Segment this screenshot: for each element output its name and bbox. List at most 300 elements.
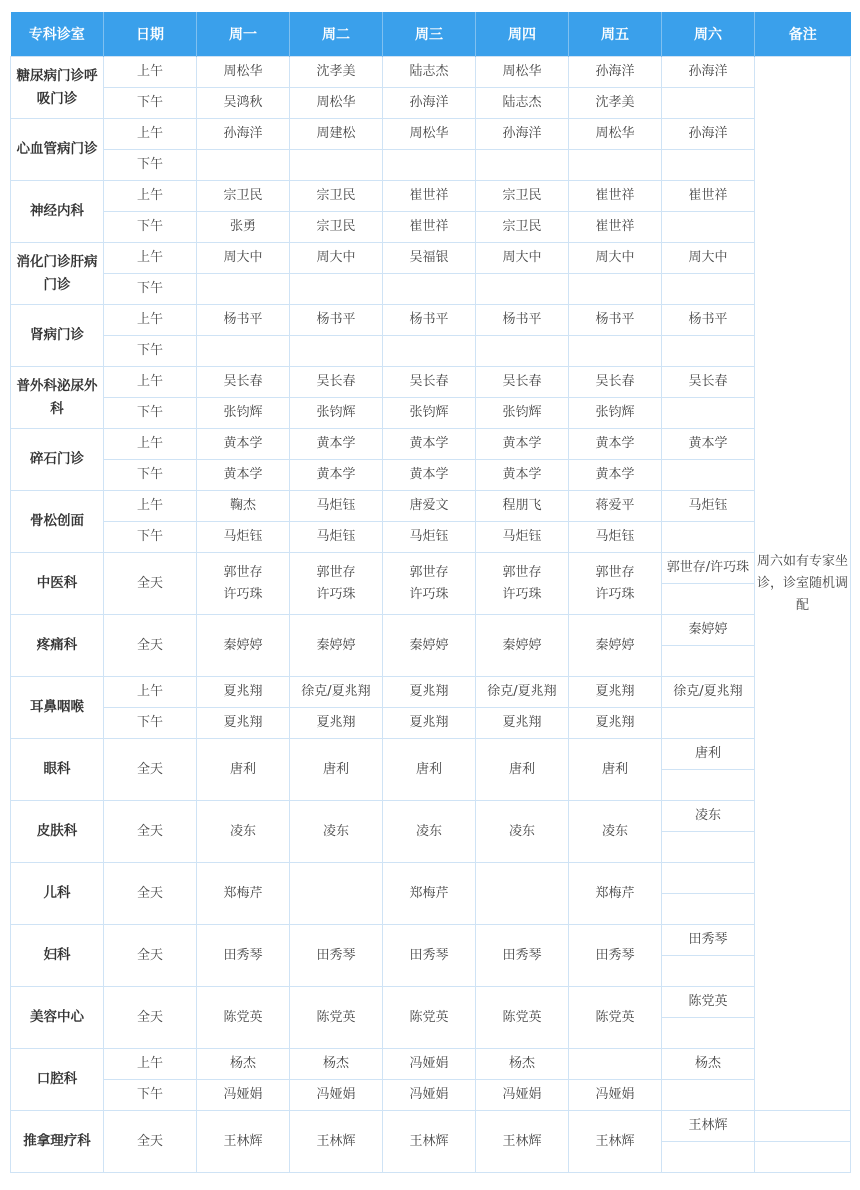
table-row	[11, 491, 851, 522]
cell-tue	[290, 925, 383, 987]
doctor-name: 黄本学	[502, 467, 542, 482]
cell-fri	[569, 398, 662, 429]
cell-fri	[569, 708, 662, 739]
doctor-name: 周松华	[316, 95, 356, 110]
cell-wed	[383, 88, 476, 119]
dept-name: 眼科	[11, 739, 104, 801]
period-label: 上午	[104, 429, 197, 460]
cell-thu	[476, 708, 569, 739]
cell-tue	[290, 739, 383, 801]
period-label: 上午	[104, 1049, 197, 1080]
cell-thu	[476, 553, 569, 615]
table-row	[11, 336, 851, 367]
period-label: 下午	[104, 212, 197, 243]
cell-fri	[569, 367, 662, 398]
doctor-name: 吴鸿秋	[223, 95, 263, 110]
period-label: 全天	[104, 863, 197, 925]
table-row	[11, 429, 851, 460]
cell-wed	[383, 553, 476, 615]
cell-tue	[290, 522, 383, 553]
doctor-name: 周建松	[316, 126, 356, 141]
doctor-name: 吴长春	[316, 374, 356, 389]
doctor-name: 黄本学	[595, 467, 635, 482]
doctor-name: 王林辉	[502, 1133, 542, 1149]
cell-wed	[383, 243, 476, 274]
doctor-name: 徐克/夏兆翔	[487, 684, 557, 699]
doctor-name: 王林辉	[409, 1133, 449, 1149]
cell-thu	[476, 429, 569, 460]
cell-thu	[476, 212, 569, 243]
header-fri: 周五	[569, 12, 662, 57]
cell-thu	[476, 57, 569, 88]
cell-wed	[383, 181, 476, 212]
cell-fri	[569, 925, 662, 987]
cell-sat: 郭世存/许巧珠	[662, 553, 755, 584]
cell-mon	[197, 460, 290, 491]
table-row	[11, 739, 851, 770]
doctor-name: 马炬钰	[316, 498, 356, 513]
doctor-name: 田秀琴	[409, 947, 449, 963]
cell-sat	[662, 150, 755, 181]
cell-thu	[476, 491, 569, 522]
doctor-name: 冯娅娟	[502, 1087, 542, 1102]
doctor-name: 陆志杰	[502, 95, 542, 110]
period-label: 下午	[104, 522, 197, 553]
doctor-name: 马炬钰	[223, 529, 263, 544]
doctor-name: 夏兆翔	[316, 715, 356, 730]
doctor-name: 宗卫民	[223, 188, 263, 203]
dept-name: 骨松创面	[11, 491, 104, 553]
period-label: 上午	[104, 305, 197, 336]
doctor-name: 周松华	[409, 126, 449, 141]
period-label: 上午	[104, 677, 197, 708]
cell-mon	[197, 1111, 290, 1173]
period-label: 全天	[104, 925, 197, 987]
period-label: 下午	[104, 398, 197, 429]
doctor-name: 崔世祥	[595, 219, 635, 234]
period-label: 下午	[104, 708, 197, 739]
cell-thu	[476, 522, 569, 553]
cell-sat	[662, 584, 755, 615]
doctor-name: 崔世祥	[409, 188, 449, 203]
cell-tue	[290, 1080, 383, 1111]
table-row	[11, 677, 851, 708]
doctor-name: 夏兆翔	[223, 684, 263, 699]
table-row	[11, 522, 851, 553]
doctor-name: 夏兆翔	[409, 684, 449, 699]
cell-mon	[197, 1080, 290, 1111]
doctor-name: 冯娅娟	[223, 1087, 263, 1102]
cell-sat	[662, 1080, 755, 1111]
cell-sat	[662, 522, 755, 553]
doctor-name: 张钧辉	[316, 405, 356, 420]
cell-thu	[476, 863, 569, 925]
cell-tue	[290, 88, 383, 119]
cell-tue	[290, 212, 383, 243]
doctor-name: 杨杰	[508, 1056, 535, 1071]
cell-mon	[197, 801, 290, 863]
cell-mon	[197, 987, 290, 1049]
doctor-name: 吴长春	[502, 374, 542, 389]
table-row	[11, 553, 851, 584]
cell-mon	[197, 615, 290, 677]
doctor-name: 黄本学	[223, 467, 263, 482]
doctor-name: 田秀琴	[316, 947, 356, 963]
cell-wed	[383, 119, 476, 150]
cell-sat: 杨书平	[662, 305, 755, 336]
cell-mon	[197, 739, 290, 801]
header-thu: 周四	[476, 12, 569, 57]
cell-mon	[197, 491, 290, 522]
period-label: 上午	[104, 367, 197, 398]
doctor-name: 宗卫民	[316, 188, 356, 203]
cell-tue	[290, 801, 383, 863]
cell-mon	[197, 336, 290, 367]
doctor-name: 黄本学	[223, 436, 263, 451]
doctor-name: 鞠杰	[229, 498, 256, 513]
cell-thu	[476, 274, 569, 305]
cell-mon	[197, 677, 290, 708]
cell-sat: 孙海洋	[662, 57, 755, 88]
cell-mon	[197, 88, 290, 119]
cell-wed	[383, 739, 476, 801]
cell-fri	[569, 1080, 662, 1111]
doctor-name: 周松华	[595, 126, 635, 141]
cell-fri	[569, 305, 662, 336]
doctor-name: 徐克/夏兆翔	[301, 684, 371, 699]
doctor-name: 秦婷婷	[223, 637, 263, 653]
doctor-name: 杨书平	[409, 312, 449, 327]
cell-tue	[290, 1049, 383, 1080]
doctor-name: 杨书平	[502, 312, 542, 327]
schedule-table	[10, 12, 851, 1173]
cell-sat	[662, 460, 755, 491]
period-label: 下午	[104, 150, 197, 181]
cell-sat: 杨杰	[662, 1049, 755, 1080]
doctor-name: 冯娅娟	[409, 1056, 449, 1071]
cell-fri	[569, 57, 662, 88]
doctor-name: 马炬钰	[409, 529, 449, 544]
cell-thu	[476, 1049, 569, 1080]
doctor-name: 马炬钰	[316, 529, 356, 544]
doctor-name: 凌东	[508, 823, 535, 839]
cell-fri	[569, 1111, 662, 1173]
cell-wed	[383, 429, 476, 460]
cell-sat	[662, 646, 755, 677]
doctor-name: 黄本学	[316, 467, 356, 482]
doctor-name: 田秀琴	[223, 947, 263, 963]
cell-sat: 陈党英	[662, 987, 755, 1018]
cell-tue	[290, 398, 383, 429]
cell-mon	[197, 150, 290, 181]
doctor-name: 郭世存 许巧珠	[595, 564, 635, 602]
cell-wed	[383, 863, 476, 925]
doctor-name: 唐利	[229, 761, 256, 777]
cell-sat	[662, 274, 755, 305]
table-row	[11, 801, 851, 832]
cell-mon	[197, 429, 290, 460]
cell-mon	[197, 553, 290, 615]
table-row	[11, 987, 851, 1018]
doctor-name: 马炬钰	[595, 529, 635, 544]
cell-wed	[383, 677, 476, 708]
header-tue: 周二	[290, 12, 383, 57]
table-row	[11, 243, 851, 274]
cell-thu	[476, 305, 569, 336]
cell-fri	[569, 987, 662, 1049]
period-label: 全天	[104, 987, 197, 1049]
period-label: 全天	[104, 553, 197, 615]
cell-wed	[383, 460, 476, 491]
cell-tue	[290, 305, 383, 336]
table-row	[11, 88, 851, 119]
doctor-name: 宗卫民	[316, 219, 356, 234]
doctor-name: 田秀琴	[502, 947, 542, 963]
table-row	[11, 57, 851, 88]
doctor-name: 陆志杰	[409, 64, 449, 79]
period-label: 全天	[104, 1111, 197, 1173]
cell-tue	[290, 708, 383, 739]
cell-sat: 唐利	[662, 739, 755, 770]
doctor-name: 郑梅芹	[595, 885, 635, 901]
doctor-name: 沈孝美	[316, 64, 356, 79]
doctor-name: 黄本学	[409, 436, 449, 451]
cell-sat	[662, 1142, 755, 1173]
doctor-name: 陈党英	[502, 1009, 542, 1025]
cell-sat: 秦婷婷	[662, 615, 755, 646]
cell-mon	[197, 398, 290, 429]
doctor-name: 秦婷婷	[502, 637, 542, 653]
cell-wed	[383, 925, 476, 987]
table-row	[11, 460, 851, 491]
header-dept: 专科诊室	[11, 12, 104, 57]
doctor-name: 郑梅芹	[223, 885, 263, 901]
note-cell-empty	[755, 1111, 851, 1142]
table-row	[11, 119, 851, 150]
cell-tue	[290, 150, 383, 181]
dept-name: 疼痛科	[11, 615, 104, 677]
cell-tue	[290, 460, 383, 491]
doctor-name: 蒋爱平	[595, 498, 635, 513]
cell-mon	[197, 274, 290, 305]
cell-mon	[197, 863, 290, 925]
cell-fri	[569, 150, 662, 181]
doctor-name: 周大中	[223, 250, 263, 265]
cell-mon	[197, 1049, 290, 1080]
cell-sat: 王林辉	[662, 1111, 755, 1142]
cell-wed	[383, 305, 476, 336]
doctor-name: 冯娅娟	[595, 1087, 635, 1102]
dept-name: 皮肤科	[11, 801, 104, 863]
cell-tue	[290, 429, 383, 460]
header-row	[11, 12, 851, 57]
cell-mon	[197, 708, 290, 739]
cell-mon	[197, 57, 290, 88]
table-row	[11, 274, 851, 305]
cell-thu	[476, 398, 569, 429]
dept-name: 糖尿病门诊呼吸门诊	[11, 57, 104, 119]
doctor-name: 夏兆翔	[409, 715, 449, 730]
cell-mon	[197, 925, 290, 987]
table-row	[11, 1049, 851, 1080]
doctor-name: 宗卫民	[502, 219, 542, 234]
cell-wed	[383, 57, 476, 88]
doctor-name: 陈党英	[409, 1009, 449, 1025]
cell-tue	[290, 243, 383, 274]
cell-sat	[662, 1018, 755, 1049]
doctor-name: 郭世存 许巧珠	[409, 564, 449, 602]
cell-sat	[662, 708, 755, 739]
table-row	[11, 181, 851, 212]
period-label: 上午	[104, 491, 197, 522]
table-row	[11, 863, 851, 894]
period-label: 下午	[104, 336, 197, 367]
cell-wed	[383, 987, 476, 1049]
period-label: 下午	[104, 460, 197, 491]
doctor-name: 程朋飞	[502, 498, 542, 513]
cell-mon	[197, 305, 290, 336]
cell-wed	[383, 336, 476, 367]
cell-fri	[569, 491, 662, 522]
table-row	[11, 1111, 851, 1142]
doctor-name: 崔世祥	[409, 219, 449, 234]
cell-wed	[383, 1049, 476, 1080]
doctor-name: 唐利	[322, 761, 349, 777]
cell-fri	[569, 739, 662, 801]
cell-fri	[569, 801, 662, 863]
cell-wed	[383, 615, 476, 677]
cell-fri	[569, 429, 662, 460]
dept-name: 消化门诊肝病门诊	[11, 243, 104, 305]
cell-thu	[476, 119, 569, 150]
doctor-name: 凌东	[322, 823, 349, 839]
dept-name: 口腔科	[11, 1049, 104, 1111]
period-label: 上午	[104, 243, 197, 274]
table-row	[11, 150, 851, 181]
header-date: 日期	[104, 12, 197, 57]
doctor-name: 冯娅娟	[409, 1087, 449, 1102]
cell-tue	[290, 119, 383, 150]
header-wed: 周三	[383, 12, 476, 57]
doctor-name: 周大中	[316, 250, 356, 265]
doctor-name: 周松华	[223, 64, 263, 79]
doctor-name: 陈党英	[595, 1009, 635, 1025]
doctor-name: 马炬钰	[502, 529, 542, 544]
cell-tue	[290, 491, 383, 522]
doctor-name: 黄本学	[409, 467, 449, 482]
cell-wed	[383, 801, 476, 863]
table-row	[11, 305, 851, 336]
cell-tue	[290, 367, 383, 398]
cell-wed	[383, 522, 476, 553]
cell-wed	[383, 150, 476, 181]
doctor-name: 陈党英	[316, 1009, 356, 1025]
cell-thu	[476, 150, 569, 181]
cell-thu	[476, 181, 569, 212]
cell-wed	[383, 274, 476, 305]
dept-name: 推拿理疗科	[11, 1111, 104, 1173]
cell-wed	[383, 367, 476, 398]
doctor-name: 孙海洋	[223, 126, 263, 141]
cell-thu	[476, 88, 569, 119]
cell-sat: 崔世祥	[662, 181, 755, 212]
dept-name: 妇科	[11, 925, 104, 987]
cell-thu	[476, 987, 569, 1049]
doctor-name: 夏兆翔	[502, 715, 542, 730]
cell-fri	[569, 336, 662, 367]
cell-sat	[662, 894, 755, 925]
cell-wed	[383, 1080, 476, 1111]
dept-name: 肾病门诊	[11, 305, 104, 367]
cell-fri	[569, 274, 662, 305]
doctor-name: 郑梅芹	[409, 885, 449, 901]
cell-fri	[569, 119, 662, 150]
cell-fri	[569, 522, 662, 553]
period-label: 上午	[104, 181, 197, 212]
table-row	[11, 615, 851, 646]
period-label: 上午	[104, 57, 197, 88]
cell-sat: 吴长春	[662, 367, 755, 398]
doctor-name: 夏兆翔	[595, 684, 635, 699]
doctor-name: 吴长春	[595, 374, 635, 389]
cell-sat	[662, 956, 755, 987]
doctor-name: 杨书平	[316, 312, 356, 327]
dept-name: 神经内科	[11, 181, 104, 243]
cell-sat	[662, 88, 755, 119]
cell-sat	[662, 336, 755, 367]
period-label: 全天	[104, 801, 197, 863]
dept-name: 心血管病门诊	[11, 119, 104, 181]
doctor-name: 宗卫民	[502, 188, 542, 203]
cell-thu	[476, 677, 569, 708]
doctor-name: 周松华	[502, 64, 542, 79]
doctor-name: 唐利	[415, 761, 442, 777]
cell-fri	[569, 677, 662, 708]
cell-tue	[290, 615, 383, 677]
doctor-name: 杨杰	[229, 1056, 256, 1071]
doctor-name: 吴福银	[409, 250, 449, 265]
cell-thu	[476, 615, 569, 677]
period-label: 全天	[104, 615, 197, 677]
doctor-name: 杨书平	[595, 312, 635, 327]
table-row	[11, 1080, 851, 1111]
dept-name: 普外科泌尿外科	[11, 367, 104, 429]
header-mon: 周一	[197, 12, 290, 57]
doctor-name: 张钧辉	[595, 405, 635, 420]
cell-fri	[569, 88, 662, 119]
header-note: 备注	[755, 12, 851, 57]
period-label: 全天	[104, 739, 197, 801]
doctor-name: 秦婷婷	[595, 637, 635, 653]
cell-sat	[662, 398, 755, 429]
cell-sat: 孙海洋	[662, 119, 755, 150]
period-label: 上午	[104, 119, 197, 150]
doctor-name: 崔世祥	[595, 188, 635, 203]
cell-fri	[569, 863, 662, 925]
doctor-name: 吴长春	[409, 374, 449, 389]
note-cell-empty	[755, 1142, 851, 1173]
doctor-name: 孙海洋	[502, 126, 542, 141]
doctor-name: 夏兆翔	[223, 715, 263, 730]
doctor-name: 张钧辉	[223, 405, 263, 420]
cell-thu	[476, 336, 569, 367]
period-label: 下午	[104, 274, 197, 305]
dept-name: 儿科	[11, 863, 104, 925]
doctor-name: 吴长春	[223, 374, 263, 389]
doctor-name: 周大中	[595, 250, 635, 265]
doctor-name: 唐利	[508, 761, 535, 777]
doctor-name: 黄本学	[595, 436, 635, 451]
